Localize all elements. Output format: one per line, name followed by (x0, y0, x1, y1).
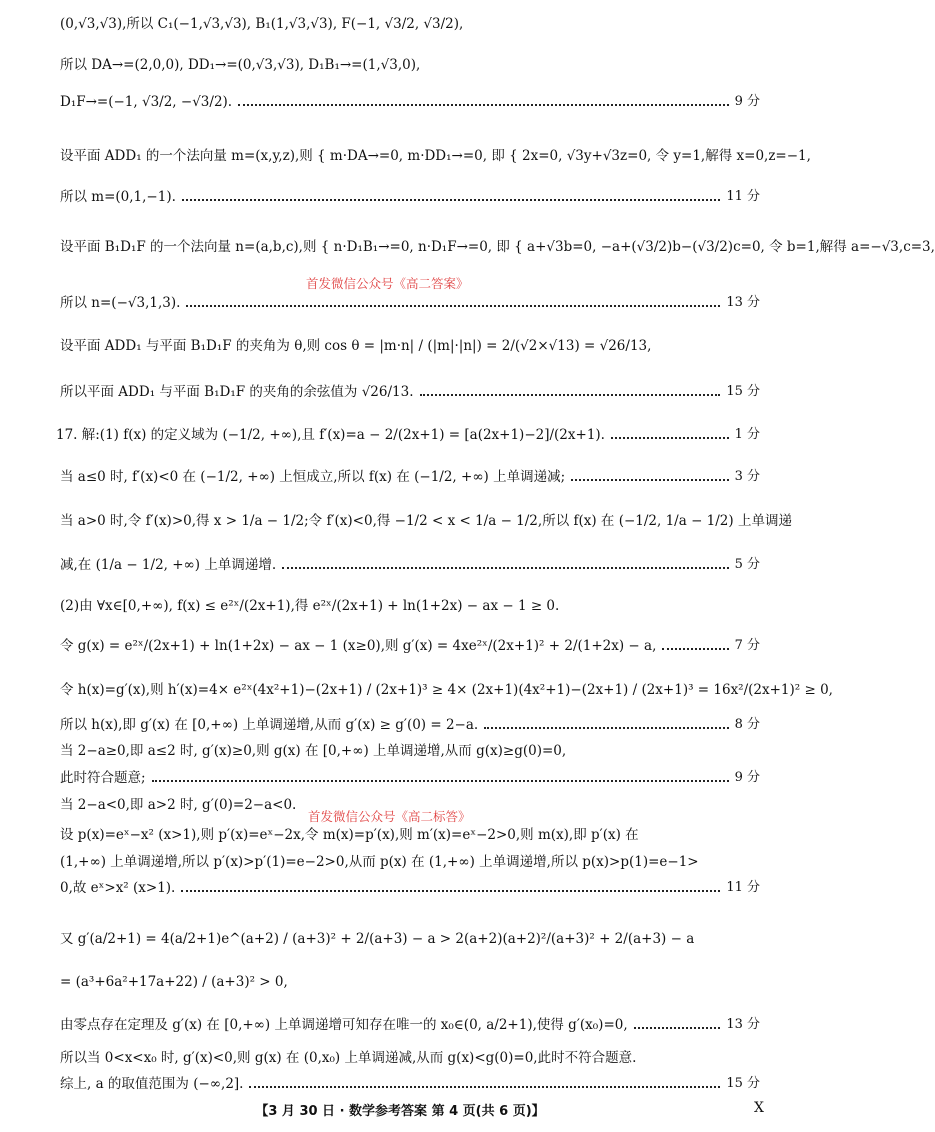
leader-dots (571, 479, 728, 481)
line-text: 当 2−a<0,即 a>2 时, g′(0)=2−a<0. (60, 797, 297, 813)
solution-line-3 (60, 92, 760, 112)
line-text: (2)由 ∀x∈[0,+∞), f(x) ≤ e²ˣ/(2x+1),得 e²ˣ/(2x+1) + ln(1+2x) − ax − 1 ≥ 0. (60, 598, 560, 614)
line-text: 所以 h(x),即 g′(x) 在 [0,+∞) 上单调递增,从而 g′(x) ≥ g′(0) = 2−a. (60, 717, 479, 733)
solution-line-13 (60, 555, 760, 575)
line-text: 所以当 0<x<x₀ 时, g′(x)<0,则 g(x) 在 (0,x₀) 上单调递减,从而 g(x)<g(0)=0,此时不符合题意. (60, 1050, 637, 1066)
line-text: 17. 解:(1) f(x) 的定义域为 (−1/2, +∞),且 f′(x)=a − 2/(2x+1) = [a(2x+1)−2]/(2x+1). (56, 427, 605, 443)
solution-line-26 (60, 1015, 760, 1035)
score-mark: 11 分 (726, 880, 760, 895)
score-mark: 15 分 (726, 1076, 760, 1091)
score-mark: 11 分 (726, 189, 760, 204)
score-mark: 7 分 (734, 638, 760, 653)
line-text: 设 p(x)=eˣ−x² (x>1),则 p′(x)=eˣ−2x,令 m(x)=p′(x),则 m′(x)=eˣ−2>0,则 m(x),即 p′(x) 在 (60, 827, 639, 843)
solution-line-18 (60, 741, 760, 761)
solution-line-25 (60, 972, 760, 992)
line-text: 又 g′(a/2+1) = 4(a/2+1)e^(a+2) / (a+3)² + 2/(a+3) − a > 2(a+2)(a+2)²/(a+3)² + 2/(a+3) − a (60, 931, 695, 947)
leader-dots (634, 1027, 721, 1029)
watermark-text: 首发微信公众号《高二答案》 (306, 276, 469, 291)
leader-dots (662, 648, 728, 650)
solution-line-22 (60, 852, 760, 872)
leader-dots (152, 780, 729, 782)
score-mark: 13 分 (726, 1017, 760, 1032)
solution-line-10 (56, 425, 760, 445)
line-text: 此时符合题意; (60, 770, 146, 786)
solution-line-12 (60, 511, 792, 531)
score-mark: 5 分 (734, 557, 760, 572)
solution-line-17 (60, 715, 760, 735)
page-footer: 【3 月 30 日 · 数学参考答案 第 4 页(共 6 页)】 (255, 1104, 545, 1119)
solution-line-21 (60, 825, 760, 845)
line-text: 综上, a 的取值范围为 (−∞,2]. (60, 1076, 244, 1092)
leader-dots (611, 437, 729, 439)
line-text: 所以 DA→=(2,0,0), DD₁→=(0,√3,√3), D₁B₁→=(1,√3,0), (60, 57, 421, 73)
solution-line-14 (60, 596, 760, 616)
solution-line-7 (60, 293, 760, 313)
solution-line-28 (60, 1074, 760, 1094)
score-mark: 13 分 (726, 295, 760, 310)
line-text: 当 a≤0 时, f′(x)<0 在 (−1/2, +∞) 上恒成立,所以 f(x) 在 (−1/2, +∞) 上单调递减; (60, 469, 566, 485)
score-mark: 9 分 (734, 770, 760, 785)
score-mark: 9 分 (734, 94, 760, 109)
leader-dots (186, 305, 720, 307)
solution-line-11 (60, 467, 760, 487)
score-mark: 8 分 (734, 717, 760, 732)
line-text: 令 g(x) = e²ˣ/(2x+1) + ln(1+2x) − ax − 1 (x≥0),则 g′(x) = 4xe²ˣ/(2x+1)² + 2/(1+2x) − a, (60, 638, 657, 654)
line-text: 当 a>0 时,令 f′(x)>0,得 x > 1/a − 1/2;令 f′(x)<0,得 −1/2 < x < 1/a − 1/2,所以 f(x) 在 (−1/2, 1/a − 1/2) 上单调递 (60, 513, 792, 529)
line-text: D₁F→=(−1, √3/2, −√3/2). (60, 94, 233, 110)
leader-dots (238, 104, 729, 106)
line-text: 所以 n=(−√3,1,3). (60, 295, 181, 311)
line-text: 所以平面 ADD₁ 与平面 B₁D₁F 的夹角的余弦值为 √26/13. (60, 384, 414, 400)
solution-line-6 (60, 237, 935, 257)
solution-line-5 (60, 187, 760, 207)
footer-code: X (754, 1100, 764, 1116)
line-text: 设平面 ADD₁ 的一个法向量 m=(x,y,z),则 { m·DA→=0, m·DD₁→=0, 即 { 2x=0, √3y+√3z=0, 令 y=1,解得 x=0,z=−1, (60, 148, 811, 164)
solution-line-27 (60, 1048, 760, 1068)
line-text: 所以 m=(0,1,−1). (60, 189, 176, 205)
leader-dots (484, 727, 728, 729)
solution-line-8 (60, 336, 760, 356)
line-text: = (a³+6a²+17a+22) / (a+3)² > 0, (60, 974, 288, 990)
line-text: (0,√3,√3),所以 C₁(−1,√3,√3), B₁(1,√3,√3), F(−1, √3/2, √3/2), (60, 16, 464, 32)
line-text: 减,在 (1/a − 1/2, +∞) 上单调递增. (60, 557, 277, 573)
line-text: 0,故 eˣ>x² (x>1). (60, 880, 176, 896)
leader-dots (182, 199, 720, 201)
solution-line-1 (60, 14, 760, 34)
line-text: 设平面 B₁D₁F 的一个法向量 n=(a,b,c),则 { n·D₁B₁→=0, n·D₁F→=0, 即 { a+√3b=0, −a+(√3/2)b−(√3/2)c=0, 令 b=1,解得 a=−√3,c=3, (60, 239, 935, 255)
solution-line-24 (60, 929, 760, 949)
solution-line-16 (60, 680, 833, 700)
line-text: 当 2−a≥0,即 a≤2 时, g′(x)≥0,则 g(x) 在 [0,+∞) 上单调递增,从而 g(x)≥g(0)=0, (60, 743, 567, 759)
solution-line-2 (60, 55, 760, 75)
leader-dots (282, 567, 728, 569)
leader-dots (181, 890, 720, 892)
score-mark: 1 分 (734, 427, 760, 442)
score-mark: 15 分 (726, 384, 760, 399)
score-mark: 3 分 (734, 469, 760, 484)
leader-dots (249, 1086, 720, 1088)
solution-line-15 (60, 636, 760, 656)
line-text: 设平面 ADD₁ 与平面 B₁D₁F 的夹角为 θ,则 cos θ = |m·n| / (|m|·|n|) = 2/(√2×√13) = √26/13, (60, 338, 652, 354)
solution-line-19 (60, 768, 760, 788)
line-text: 令 h(x)=g′(x),则 h′(x)=4× e²ˣ(4x²+1)−(2x+1) / (2x+1)³ ≥ 4× (2x+1)(4x²+1)−(2x+1) / (2x+1)³ = 16x²/(2x+1)² ≥ 0, (60, 682, 833, 698)
solution-line-9 (60, 382, 760, 402)
line-text: 由零点存在定理及 g′(x) 在 [0,+∞) 上单调递增可知存在唯一的 x₀∈(0, a/2+1),使得 g′(x₀)=0, (60, 1017, 628, 1033)
solution-line-4 (60, 146, 811, 166)
solution-line-23 (60, 878, 760, 898)
line-text: (1,+∞) 上单调递增,所以 p′(x)>p′(1)=e−2>0,从而 p(x) 在 (1,+∞) 上单调递增,所以 p(x)>p(1)=e−1> (60, 854, 699, 870)
leader-dots (420, 394, 721, 396)
watermark-text: 首发微信公众号《高二标答》 (308, 809, 471, 824)
